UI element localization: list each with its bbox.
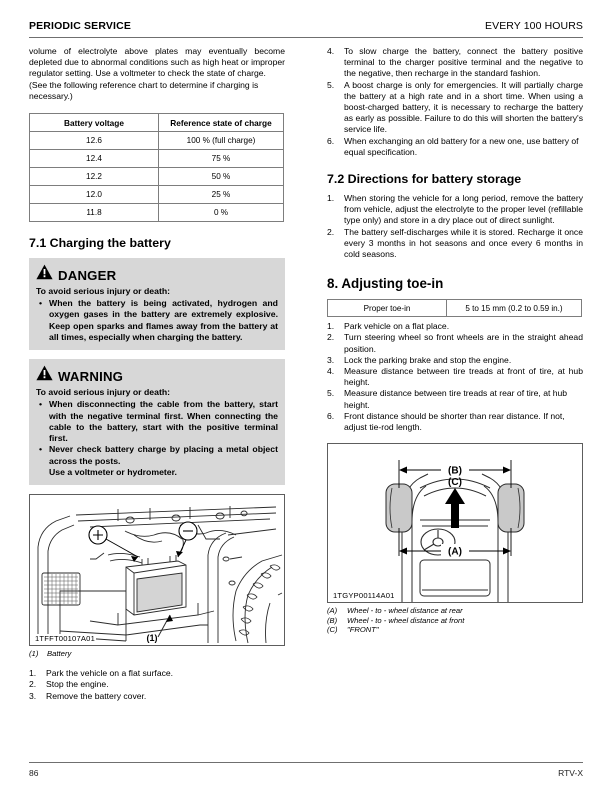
list-item	[327, 366, 583, 388]
list-item	[327, 332, 583, 354]
figure-id-left: 1TFFT00107A01	[35, 634, 96, 644]
table-row	[30, 132, 284, 150]
list-item	[29, 679, 285, 690]
list-item	[29, 691, 285, 702]
toe-in-figure	[327, 443, 583, 603]
step-number: 3.	[29, 690, 37, 701]
table-row	[30, 186, 284, 204]
section-heading-7-2: 7.2 Directions for battery storage	[327, 172, 522, 187]
step-text: Remove the battery cover.	[46, 690, 147, 701]
header-left-title: PERIODIC SERVICE	[29, 20, 131, 32]
toe-value: 5 to 15 mm (0.2 to 0.59 in.)	[447, 300, 582, 317]
figure-callout-1: (1)	[146, 633, 158, 644]
legend-text: Wheel - to - wheel distance at rear	[347, 606, 463, 616]
page-number: 86	[29, 768, 39, 778]
warning-signal	[36, 365, 278, 386]
step-number: 5.	[327, 388, 335, 399]
warning-label: WARNING	[58, 369, 124, 385]
header-right-title: EVERY 100 HOURS	[485, 20, 583, 32]
step-number: 2.	[327, 332, 335, 343]
step-text: When exchanging an old battery for a new one, use battery of equal specification.	[344, 135, 579, 157]
step-text: A boost charge is only for emergencies. It will partially charge the battery at a high rate and in a short time. When using a boost-charged battery, it is necessary to recharge the battery as early as possible. Failure to do this will shorten the battery's service life.	[344, 79, 583, 135]
warning-lead-text: To avoid serious injury or death:	[36, 387, 171, 398]
positive-terminal-marker	[89, 526, 138, 562]
step-number: 3.	[327, 354, 335, 365]
list-item	[29, 668, 285, 679]
step-number: 6.	[327, 135, 335, 146]
figure-legend-right	[327, 606, 583, 634]
step-number: 5.	[327, 79, 335, 90]
list-item	[327, 136, 583, 158]
vehicle-top-view-toe-in-diagram	[328, 444, 582, 602]
list-item	[327, 80, 583, 136]
intro-paragraph: volume of electrolyte above plates may eventually become depleted due to abnormal conditions such as high heat or improper regulator setting. Use a voltmeter to check the state of charge.	[29, 46, 285, 79]
list-item	[327, 388, 583, 410]
model-name: RTV-X	[558, 768, 583, 778]
svg-text:(B): (B)	[448, 465, 462, 477]
charging-steps	[327, 46, 583, 158]
list-item	[327, 411, 583, 433]
legend-row	[327, 625, 583, 634]
footer-divider	[29, 762, 583, 763]
section-heading-7-1: 7.1 Charging the battery	[29, 236, 171, 251]
list-item	[36, 399, 278, 444]
table-row	[328, 300, 582, 317]
legend-row	[327, 606, 583, 615]
legend-key: (A)	[327, 606, 338, 616]
svg-text:(A): (A)	[448, 546, 462, 558]
cell-voltage: 11.8	[30, 204, 159, 222]
figure-legend-left	[29, 649, 285, 658]
step-text: When storing the vehicle for a long period, remove the battery from vehicle, adjust the electrolyte to the proper level (refillable type only) and store in a dry place out of direct sunlight.	[344, 193, 583, 226]
warning-triangle-icon	[36, 264, 53, 285]
right-front-wheel	[498, 484, 524, 532]
cell-charge: 75 %	[159, 150, 284, 168]
warning-bullet-list	[36, 399, 278, 478]
step-number: 2.	[327, 226, 335, 237]
step-number: 1.	[327, 321, 335, 332]
danger-signal	[36, 264, 278, 285]
table-row	[30, 168, 284, 186]
page-header	[29, 20, 583, 32]
warning-triangle-icon	[36, 365, 53, 386]
step-number: 4.	[327, 366, 335, 377]
danger-bullet-list	[36, 298, 278, 343]
list-item	[327, 355, 583, 366]
col-header-battery-voltage: Battery voltage	[30, 114, 159, 132]
cell-voltage: 12.6	[30, 132, 159, 150]
warning-box	[29, 359, 285, 485]
legend-text: "FRONT"	[347, 625, 379, 635]
list-item	[327, 193, 583, 227]
legend-key: (1)	[29, 649, 39, 659]
page-footer	[29, 768, 583, 778]
toe-label: Proper toe-in	[328, 300, 447, 317]
legend-key: (B)	[327, 615, 338, 625]
section-heading-8: 8. Adjusting toe-in	[327, 276, 444, 292]
step-text: The battery self-discharges while it is stored. Recharge it once every 3 months in hot seasons and once every 6 months in cold seasons.	[344, 226, 583, 260]
left-column	[29, 46, 285, 702]
step-number: 1.	[29, 668, 37, 679]
step-number: 4.	[327, 46, 335, 56]
danger-box	[29, 258, 285, 350]
storage-steps	[327, 193, 583, 260]
warning-bullet-2: Never check battery charge by placing a metal object across the posts.	[49, 444, 278, 466]
legend-key: (C)	[327, 625, 338, 635]
table-header-row	[30, 114, 284, 132]
bullet-dot-icon: •	[39, 298, 43, 309]
list-item	[36, 444, 278, 478]
step-text: Park vehicle on a flat place.	[344, 321, 450, 332]
legend-text: Wheel - to - wheel distance at front	[347, 615, 465, 625]
step-text: Measure distance between tire treads at rear of tire, at hub height.	[344, 388, 568, 410]
warning-bullet-1: When disconnecting the cable from the battery, start with the negative terminal first. When connecting the cable to the battery, start with the positive terminal first.	[49, 399, 278, 444]
cell-voltage: 12.4	[30, 150, 159, 168]
svg-text:(C): (C)	[448, 477, 462, 489]
negative-terminal-marker	[176, 522, 197, 557]
table-row	[30, 150, 284, 168]
step-number: 2.	[29, 679, 37, 690]
warning-bullet-2-extra: Use a voltmeter or hydrometer.	[49, 466, 177, 477]
battery-voltage-table	[29, 113, 284, 222]
legend-text: Battery	[47, 649, 72, 659]
bullet-dot-icon: •	[39, 444, 43, 455]
legend-row	[327, 616, 583, 625]
cell-voltage: 12.2	[30, 168, 159, 186]
cell-voltage: 12.0	[30, 186, 159, 204]
step-text: Turn steering wheel so front wheels are in the straight ahead position.	[344, 332, 583, 354]
cell-charge: 100 % (full charge)	[159, 132, 284, 150]
cell-charge: 50 %	[159, 168, 284, 186]
intro-paragraph-2: (See the following reference chart to determine if charging is necessary.)	[29, 79, 259, 101]
cell-charge: 0 %	[159, 204, 284, 222]
toe-in-spec-table	[327, 299, 582, 317]
header-divider	[29, 37, 583, 38]
step-number: 1.	[327, 193, 335, 204]
danger-bullet-1: When the battery is being activated, hydrogen and oxygen gases in the battery are extremely explosive. Keep open sparks and flames away from the battery at all times, especially when charging the battery.	[49, 298, 278, 342]
battery-figure	[29, 494, 285, 646]
battery-removal-steps	[29, 668, 285, 702]
right-column	[327, 46, 583, 635]
step-text: Front distance should be shorter than rear distance. If not, adjust tie-rod length.	[344, 410, 565, 433]
cell-charge: 25 %	[159, 186, 284, 204]
bullet-dot-icon: •	[39, 399, 43, 410]
step-text: Lock the parking brake and stop the engine.	[344, 354, 512, 365]
step-number: 6.	[327, 410, 335, 421]
step-text: Measure distance between tire treads at front of tire, at hub height.	[344, 366, 583, 388]
danger-lead-text: To avoid serious injury or death:	[36, 286, 171, 297]
toe-in-steps	[327, 321, 583, 433]
left-front-wheel	[386, 484, 412, 532]
figure-id-right: 1TGYP00114A01	[333, 591, 395, 601]
step-text: Park the vehicle on a flat surface.	[46, 668, 174, 679]
list-item	[36, 298, 278, 343]
list-item	[327, 46, 583, 80]
danger-label: DANGER	[58, 268, 117, 284]
step-text: Stop the engine.	[46, 679, 109, 690]
battery-engine-bay-illustration	[30, 495, 284, 645]
table-row	[30, 204, 284, 222]
list-item	[327, 321, 583, 332]
step-text: To slow charge the battery, connect the battery positive terminal to the charger positive terminal and the negative to the negative, then recharge in the standard fashion.	[344, 46, 583, 79]
col-header-state-of-charge: Reference state of charge	[159, 114, 284, 132]
list-item	[327, 227, 583, 261]
